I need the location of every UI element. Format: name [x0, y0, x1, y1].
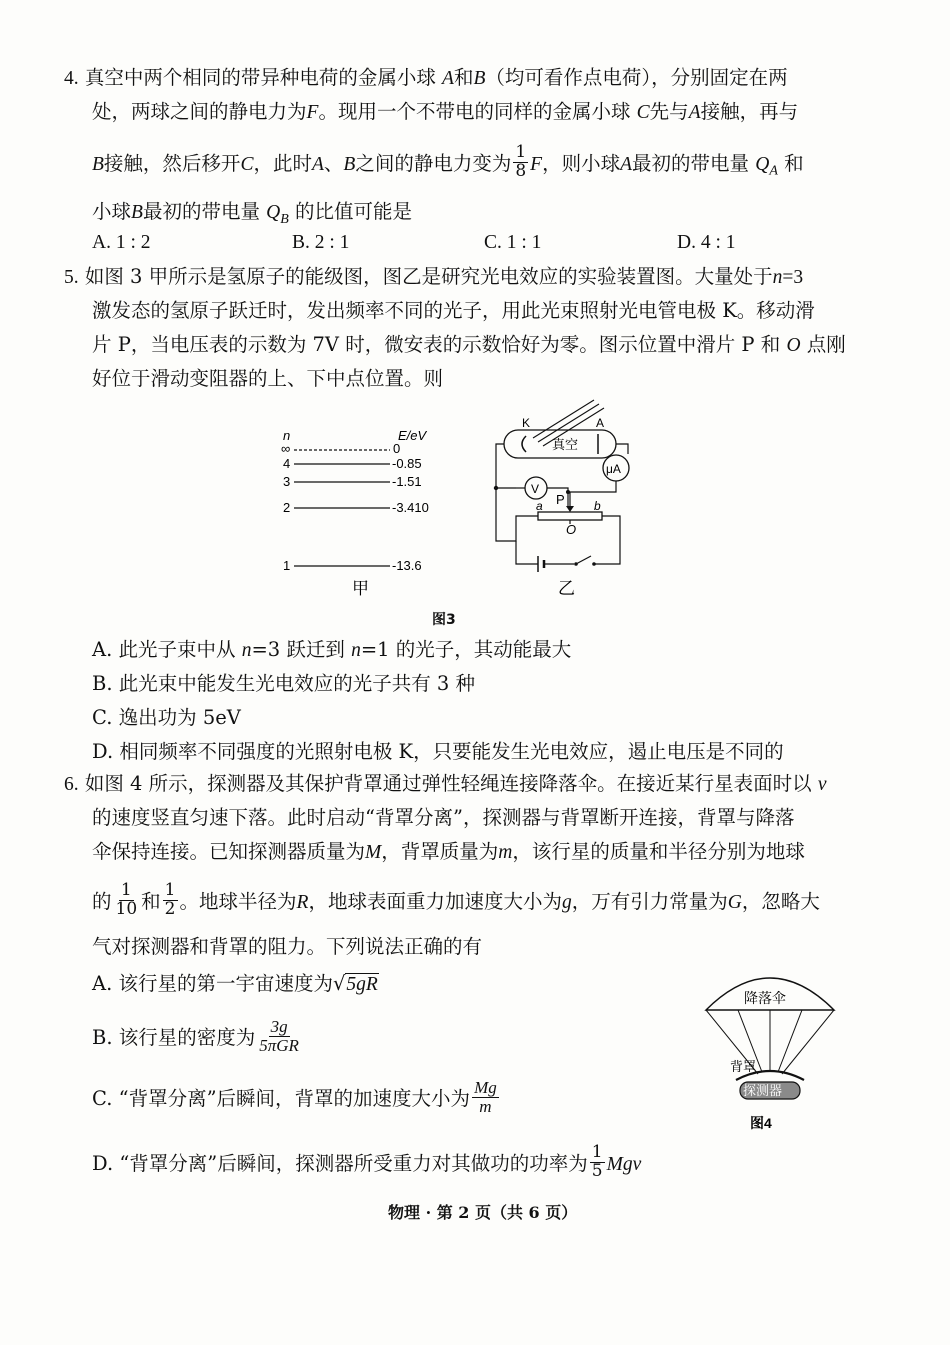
q4-option-b: B. 2 : 1 [292, 232, 350, 253]
svg-text:V: V [531, 482, 540, 496]
svg-text:降落伞: 降落伞 [744, 990, 786, 1006]
q6-line3: 伞保持连接。已知探测器质量为M，背罩质量为m，该行星的质量和半径分别为地球 [92, 840, 805, 863]
svg-text:∞: ∞ [281, 441, 291, 456]
level-4 [283, 456, 422, 471]
page-footer: 物理 · 第 2 页（共 6 页） [388, 1203, 578, 1222]
q6-option-d: D. “背罩分离”后瞬间，探测器所受重力对其做功的功率为 $\frac{1}{5}$ Mgv [92, 1142, 642, 1181]
q4-line3: B接触，然后移开C，此时A、B之间的静电力变为 $\frac{1}{8}$ F，则小球A最初的带电量 $Q_A$ 和 [92, 142, 804, 181]
q5-line2: 激发态的氢原子跃迁时，发出频率不同的光子，用此光束照射光电管电极 K。移动滑 [92, 299, 815, 322]
cathode-k [522, 436, 526, 452]
q6-option-a: A. 该行星的第一宇宙速度为√5gR [92, 972, 378, 995]
svg-text:μA: μA [606, 462, 621, 476]
svg-text:a: a [536, 499, 543, 513]
parachute-figure [700, 966, 840, 1136]
q5-option-d: D. 相同频率不同强度的光照射电极 K，只要能发生光电效应，遏止电压是不同的 [92, 740, 784, 763]
figure-4-caption: 图4 [750, 1115, 772, 1131]
level-2 [283, 500, 429, 515]
svg-text:探测器: 探测器 [743, 1083, 783, 1098]
diagram-label-jia: 甲 [352, 579, 369, 598]
q6-line1: 6. 如图 4 所示，探测器及其保护背罩通过弹性轻绳连接降落伞。在接近某行星表面时以 v [64, 772, 827, 795]
vacuum-label: 真空 [552, 437, 579, 452]
q6-option-c: C. “背罩分离”后瞬间，背罩的加速度大小为 $\frac{Mg}{m}$ [92, 1078, 497, 1116]
q5-line4: 好位于滑动变阻器的上、下中点位置。则 [92, 367, 444, 390]
q5-line3: 片 P，当电压表的示数为 7V 时，微安表的示数恰好为零。图示位置中滑片 P 和 O 点刚 [92, 333, 846, 356]
q6-line4: 的 $\frac{1}{10}$ 和 $\frac{1}{2}$ 。地球半径为R，地球表面重力加速度大小为g，万有引力常量为G，忽略大 [92, 880, 820, 919]
fraction-1-5: $\frac{1}{5}$ [591, 1142, 603, 1181]
switch [576, 556, 591, 564]
q4-option-c: C. 1 : 1 [484, 232, 542, 253]
q4-line1: 4. 真空中两个相同的带异种电荷的金属小球 A和B（均可看作点电荷），分别固定在两 [64, 66, 788, 89]
level-3 [283, 474, 422, 489]
rheostat [538, 512, 602, 520]
svg-text:O: O [566, 522, 577, 537]
q4-option-a: A. 1 : 2 [92, 232, 151, 253]
q4-line4: 小球B最初的带电量 $Q_B$ 的比值可能是 [92, 200, 413, 227]
figure-3-caption: 图3 [432, 612, 456, 628]
svg-text:-1.51: -1.51 [392, 474, 422, 489]
q6-line5: 气对探测器和背罩的阻力。下列说法正确的有 [92, 935, 483, 958]
q5-option-c: C. 逸出功为 5eV [92, 706, 241, 729]
slider-p [566, 506, 574, 512]
svg-text:4: 4 [283, 456, 291, 471]
diagram-label-yi: 乙 [558, 579, 575, 598]
q5-option-a: A. 此光子束中从 n=3 跃迁到 n=1 的光子，其动能最大 [92, 638, 572, 661]
q4-option-d: D. 4 : 1 [677, 232, 736, 253]
svg-text:3: 3 [283, 474, 291, 489]
energy-level-diagram [272, 420, 452, 600]
svg-text:-13.6: -13.6 [392, 558, 422, 573]
svg-text:P: P [556, 492, 565, 507]
fraction-mg-m: $\frac{Mg}{m}$ [474, 1078, 497, 1116]
q4-line2: 处，两球之间的静电力为F。现用一个不带电的同样的金属小球 C先与A接触，再与 [92, 100, 799, 123]
svg-text:-0.85: -0.85 [392, 456, 422, 471]
photoelectric-circuit [486, 396, 656, 602]
fraction-1-10: $\frac{1}{10}$ [115, 880, 138, 919]
q5-option-b: B. 此光束中能发生光电效应的光子共有 3 种 [92, 672, 476, 695]
e-axis-label: E/eV [398, 428, 427, 443]
fraction-1-2: $\frac{1}{2}$ [164, 880, 176, 919]
fraction-density: $\frac{3g}{\text{5πGR}}$ [259, 1017, 299, 1055]
svg-text:A: A [596, 416, 605, 430]
svg-text:K: K [522, 416, 531, 430]
level-1 [283, 558, 422, 573]
svg-text:背罩: 背罩 [730, 1059, 757, 1074]
q6-line2: 的速度竖直匀速下落。此时启动“背罩分离”，探测器与背罩断开连接，背罩与降落 [92, 806, 795, 829]
svg-text:b: b [594, 499, 601, 513]
q5-line1: 5. 如图 3 甲所示是氢原子的能级图，图乙是研究光电效应的实验装置图。大量处于n=3 [64, 265, 804, 288]
fraction-1-8: $\frac{1}{8}$ [515, 142, 527, 181]
svg-text:1: 1 [283, 558, 291, 573]
svg-text:-3.410: -3.410 [392, 500, 429, 515]
svg-text:2: 2 [283, 500, 291, 515]
q6-option-b: B. 该行星的密度为 $\frac{3g}{\text{5πGR}}$ [92, 1017, 299, 1055]
level-inf [281, 441, 400, 456]
svg-text:0: 0 [393, 441, 401, 456]
sqrt-5gr: √5gR [332, 972, 378, 995]
n-axis-label: n [283, 428, 291, 443]
